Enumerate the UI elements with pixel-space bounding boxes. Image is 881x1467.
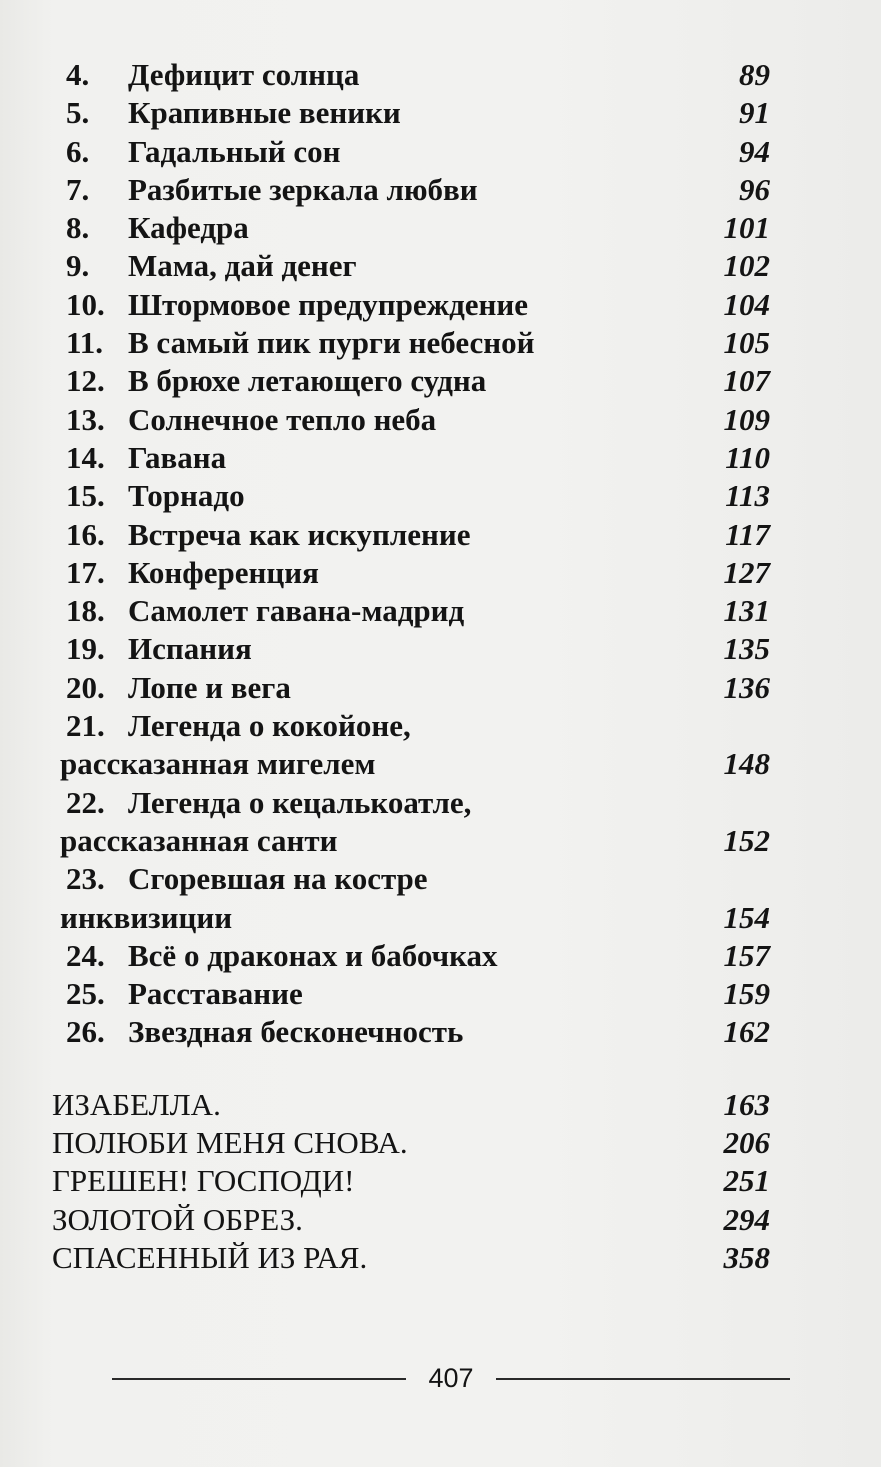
toc-entry <box>60 247 770 285</box>
toc-entry-page: 159 <box>723 976 770 1012</box>
section-title: ИЗАБЕЛЛА. <box>52 1087 221 1122</box>
toc-entry-title-continued: рассказанная мигелем <box>60 746 376 782</box>
toc-entry-number: 9. <box>66 248 90 284</box>
toc-entry-number: 18. <box>66 593 105 629</box>
toc-entry-number: 5. <box>66 95 90 131</box>
section-entry <box>52 1124 770 1162</box>
toc-entry-title: Встреча как искупление <box>128 516 471 552</box>
toc-entry-title: Самолет гавана-мадрид <box>128 593 465 629</box>
toc-entry <box>60 171 770 209</box>
toc-entry-number: 19. <box>66 631 105 667</box>
section-page: 358 <box>723 1239 770 1275</box>
section-entry <box>52 1086 770 1124</box>
toc-entry <box>60 1013 770 1051</box>
toc-entry <box>60 937 770 975</box>
toc-entry-title: Крапивные веники <box>128 95 401 131</box>
toc-entry-title: Гавана <box>128 439 227 475</box>
toc-entry-title: Легенда о кокойоне, <box>128 708 411 744</box>
toc-entry-number: 26. <box>66 1014 105 1050</box>
toc-entry-title: Кафедра <box>128 210 249 246</box>
toc-entry-page: 148 <box>723 746 770 782</box>
toc-entry <box>60 133 770 171</box>
toc-entry-number: 11. <box>66 325 104 361</box>
section-page: 251 <box>723 1163 770 1199</box>
toc-entry-page: 136 <box>723 669 770 705</box>
toc-entry-number: 20. <box>66 669 105 705</box>
toc-entry <box>60 56 770 94</box>
toc-entry-page: 131 <box>723 593 770 629</box>
toc-entry <box>60 554 770 592</box>
toc-entry-page: 110 <box>725 439 770 475</box>
toc-entry <box>60 439 770 477</box>
toc-entry-title: В самый пик пурги небесной <box>128 325 535 361</box>
toc-entry-title: Конференция <box>128 554 319 590</box>
toc-entry-title: Звездная бесконечность <box>128 1014 464 1050</box>
section-entry <box>52 1201 770 1239</box>
toc-entry <box>60 362 770 400</box>
toc-entry <box>60 324 770 362</box>
page-number: 407 <box>428 1363 474 1393</box>
toc-entry-page: 89 <box>739 57 770 92</box>
toc-entry <box>60 94 770 132</box>
toc-entry-title: Лопе и вега <box>128 669 291 705</box>
toc-entry-page: 101 <box>723 210 770 246</box>
toc-entry-title: Легенда о кецалькоатле, <box>128 784 472 820</box>
toc-entry-page: 105 <box>723 325 770 361</box>
toc-entry-title: В брюхе летающего судна <box>128 363 487 399</box>
table-of-contents <box>60 56 770 1052</box>
toc-entry-number: 10. <box>66 286 105 322</box>
toc-entry-title: Мама, дай денег <box>128 248 357 284</box>
toc-entry <box>60 286 770 324</box>
toc-entry-number: 14. <box>66 439 105 475</box>
toc-entry <box>60 784 770 861</box>
section-page: 206 <box>723 1125 770 1161</box>
toc-entry-page: 162 <box>723 1014 770 1050</box>
footer-rule-left <box>112 1378 406 1380</box>
section-entry <box>52 1239 770 1277</box>
toc-entry-page: 91 <box>739 95 770 131</box>
toc-entry <box>60 975 770 1013</box>
toc-entry-number: 24. <box>66 937 105 973</box>
toc-entry-page: 135 <box>723 631 770 667</box>
section-title: ЗОЛОТОЙ ОБРЕЗ. <box>52 1201 303 1237</box>
toc-entry-page: 96 <box>739 171 770 207</box>
toc-entry-page: 113 <box>725 478 770 514</box>
toc-entry-title: Солнечное тепло неба <box>128 401 437 437</box>
footer-rule-right <box>496 1378 790 1380</box>
toc-entry-page: 152 <box>723 822 770 858</box>
toc-entry-title: Гадальный сон <box>128 133 341 169</box>
toc-entry <box>60 209 770 247</box>
toc-entry <box>60 707 770 784</box>
toc-entry-number: 4. <box>66 57 90 92</box>
toc-entry-number: 7. <box>66 171 90 207</box>
toc-entry-page: 102 <box>723 248 770 284</box>
section-page: 294 <box>723 1201 770 1237</box>
toc-entry-number: 13. <box>66 401 105 437</box>
toc-entry <box>60 477 770 515</box>
toc-entry-number: 25. <box>66 976 105 1012</box>
section-title: СПАСЕННЫЙ ИЗ РАЯ. <box>52 1239 368 1275</box>
toc-entry-page: 104 <box>723 286 770 322</box>
toc-entry-page: 127 <box>723 554 770 590</box>
toc-entry-page: 117 <box>725 516 770 552</box>
section-title: ПОЛЮБИ МЕНЯ СНОВА. <box>52 1125 408 1161</box>
toc-entry-title: Расставание <box>128 976 303 1012</box>
toc-entry-title: Разбитые зеркала любви <box>128 171 478 207</box>
toc-entry-page: 154 <box>723 899 770 935</box>
section-entry <box>52 1162 770 1200</box>
toc-entry-title: Торнадо <box>128 478 245 514</box>
toc-entry <box>60 669 770 707</box>
toc-entry-title: Дефицит солнца <box>128 57 360 92</box>
toc-entry-title-continued: инквизиции <box>60 899 233 935</box>
toc-entry <box>60 401 770 439</box>
toc-entry-number: 8. <box>66 210 90 246</box>
toc-entry-number: 6. <box>66 133 90 169</box>
toc-entry-page: 109 <box>723 401 770 437</box>
toc-entry-page: 107 <box>723 363 770 399</box>
toc-entry-number: 22. <box>66 784 105 820</box>
toc-entry <box>60 860 770 937</box>
toc-entry <box>60 630 770 668</box>
toc-entry-title: Штормовое предупреждение <box>128 286 529 322</box>
toc-entry <box>60 592 770 630</box>
toc-entry-number: 23. <box>66 861 105 897</box>
toc-entry-number: 16. <box>66 516 105 552</box>
toc-entry-number: 12. <box>66 363 105 399</box>
toc-entry-page: 94 <box>739 133 770 169</box>
sections-list <box>52 1086 770 1277</box>
toc-entry <box>60 516 770 554</box>
toc-entry-number: 15. <box>66 478 105 514</box>
toc-entry-title: Всё о драконах и бабочках <box>128 937 498 973</box>
page-footer <box>0 1358 881 1398</box>
toc-entry-title: Испания <box>128 631 252 667</box>
section-title: ГРЕШЕН! ГОСПОДИ! <box>52 1163 355 1199</box>
toc-entry-number: 17. <box>66 554 105 590</box>
section-page: 163 <box>723 1087 770 1122</box>
toc-entry-title: Сгоревшая на костре <box>128 861 428 897</box>
toc-entry-number: 21. <box>66 708 105 744</box>
toc-entry-title-continued: рассказанная санти <box>60 822 338 858</box>
toc-entry-page: 157 <box>723 937 770 973</box>
